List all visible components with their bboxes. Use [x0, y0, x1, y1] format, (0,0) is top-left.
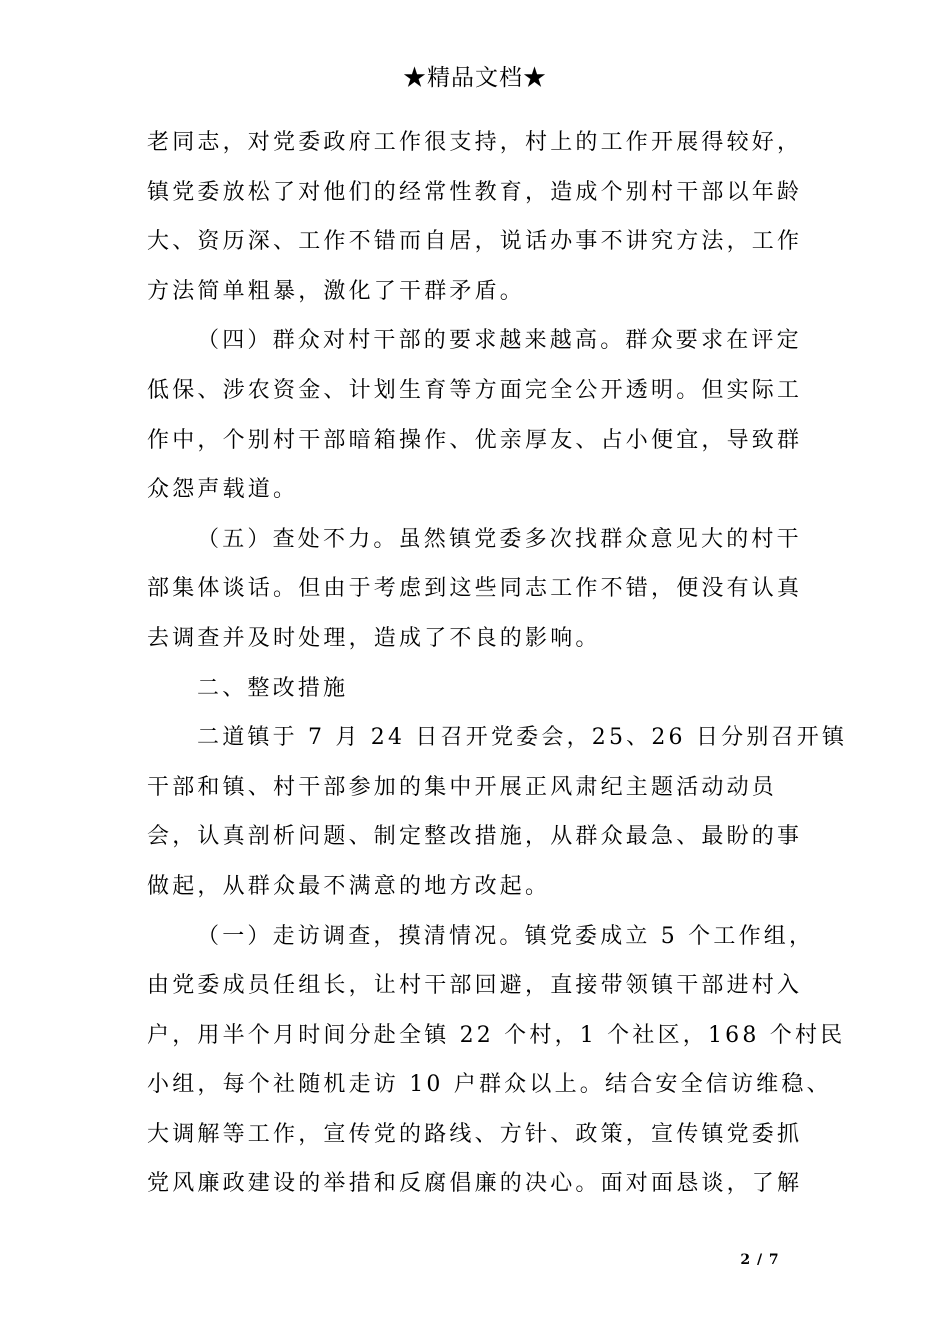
text-line: 小组，每个社随机走访 10 户群众以上。结合安全信访维稳、 [147, 1072, 832, 1098]
text-line: 党风廉政建设的举措和反腐倡廉的决心。面对面恳谈，了解 [147, 1171, 803, 1197]
text-line: 去调查并及时处理，造成了不良的影响。 [147, 625, 601, 651]
text-line: 部集体谈话。但由于考虑到这些同志工作不错，便没有认真 [147, 576, 803, 602]
text-line: （五）查处不力。虽然镇党委多次找群众意见大的村干 [197, 526, 802, 552]
text-line: 二、整改措施 [197, 675, 349, 701]
text-line: 由党委成员任组长，让村干部回避，直接带领镇干部进村入 [147, 973, 803, 999]
text-line: （一）走访调查，摸清情况。镇党委成立 5 个工作组， [197, 923, 815, 949]
text-line: 低保、涉农资金、计划生育等方面完全公开透明。但实际工 [147, 377, 803, 403]
text-line: （四）群众对村干部的要求越来越高。群众要求在评定 [197, 328, 802, 354]
text-line: 老同志，对党委政府工作很支持，村上的工作开展得较好， [147, 130, 803, 155]
text-line: 户，用半个月时间分赴全镇 22 个村，1 个社区，168 个村民 [147, 1022, 846, 1048]
text-line: 大调解等工作，宣传党的路线、方针、政策，宣传镇党委抓 [147, 1121, 803, 1147]
text-line: 干部和镇、村干部参加的集中开展正风肃纪主题活动动员 [147, 774, 778, 800]
text-line: 做起，从群众最不满意的地方改起。 [147, 873, 551, 899]
page-header-title: ★精品文档★ [403, 65, 547, 91]
text-line: 作中，个别村干部暗箱操作、优亲厚友、占小便宜，导致群 [147, 427, 803, 453]
text-line: 方法简单粗暴，激化了干群矛盾。 [147, 278, 526, 304]
text-line: 二道镇于 7 月 24 日召开党委会，25、26 日分别召开镇 [197, 725, 848, 751]
text-line: 会，认真剖析问题、制定整改措施，从群众最急、最盼的事 [147, 824, 803, 850]
page-number: 2 / 7 [740, 1252, 780, 1268]
text-line: 大、资历深、工作不错而自居，说话办事不讲究方法，工作 [147, 229, 803, 255]
document-body [147, 118, 848, 1209]
text-line: 众怨声载道。 [147, 477, 299, 503]
text-line: 镇党委放松了对他们的经常性教育，造成个别村干部以年龄 [147, 179, 803, 205]
